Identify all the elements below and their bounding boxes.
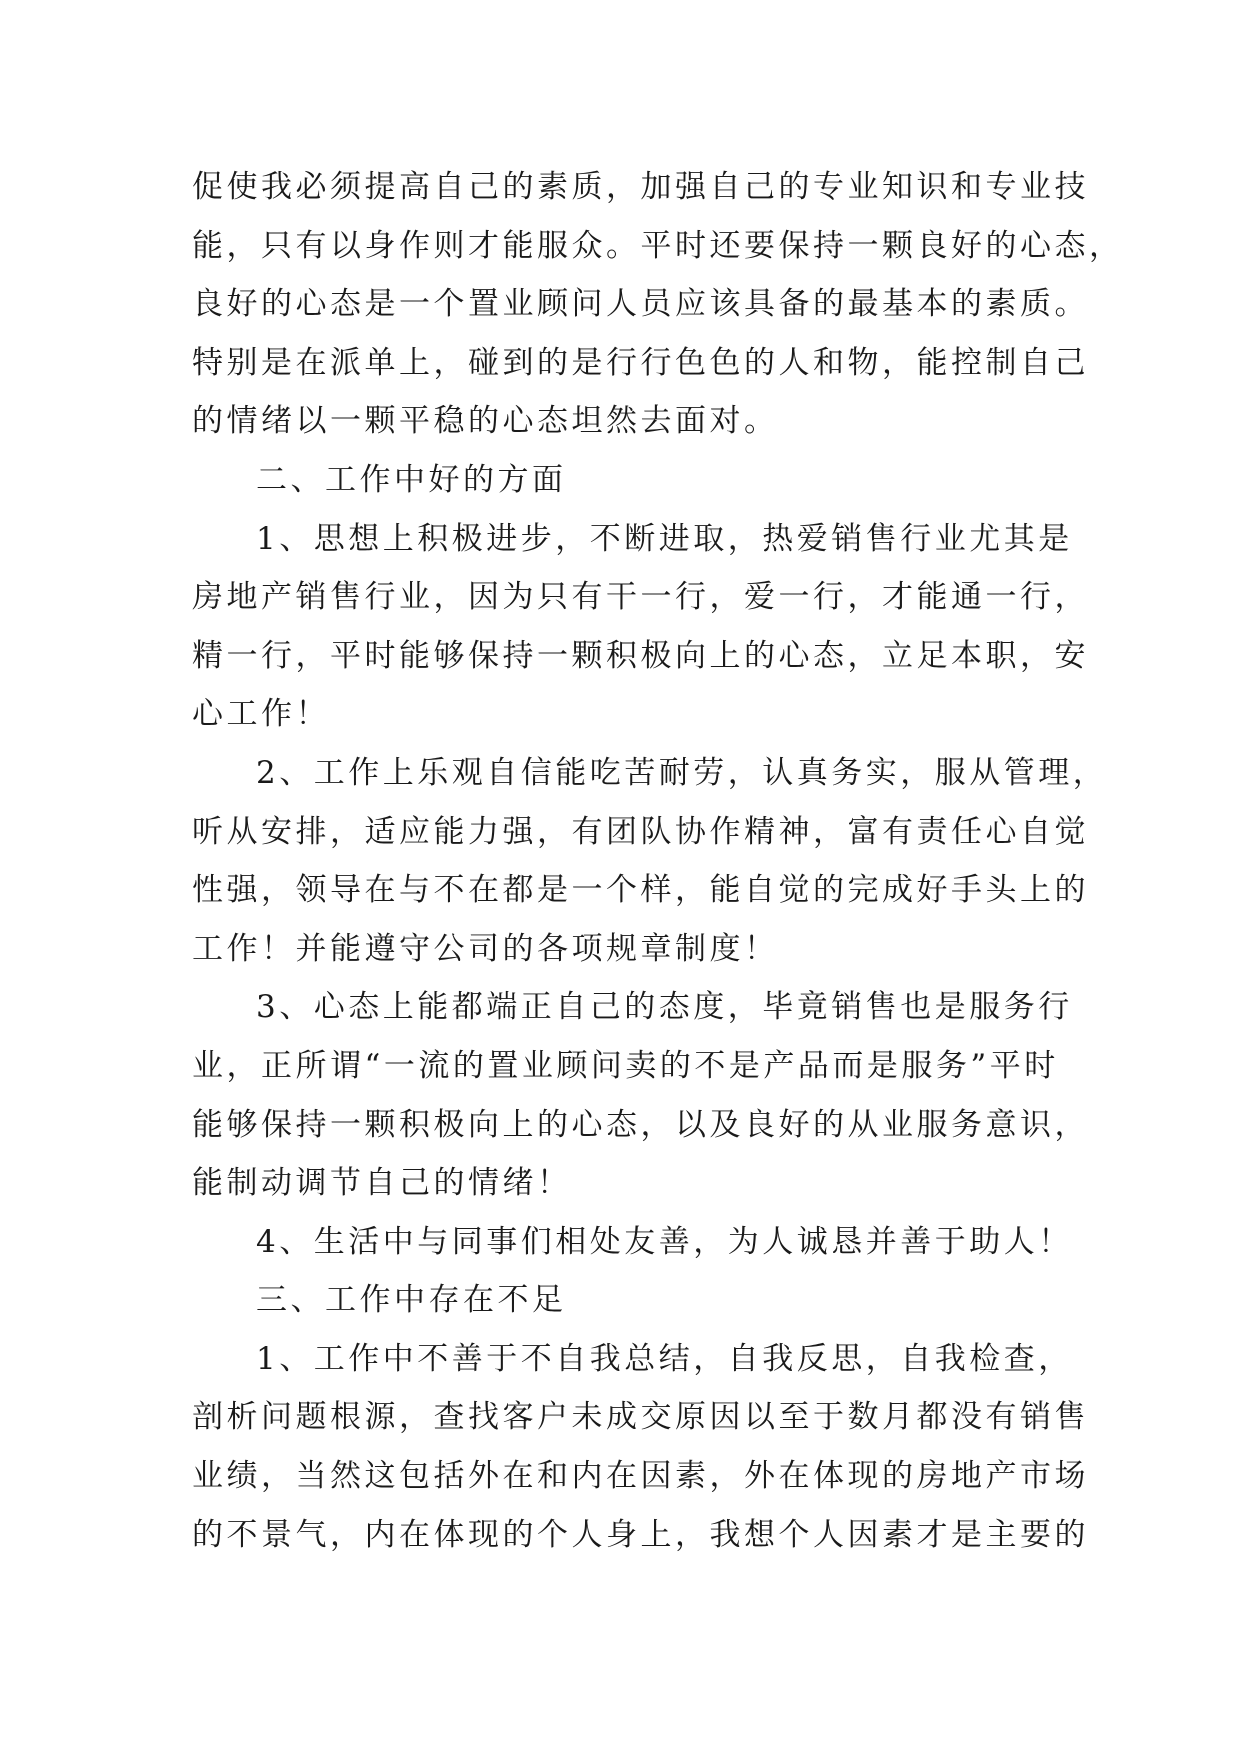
- text-line: 1、思想上积极进步，不断进取，热爱销售行业尤其是: [256, 520, 1073, 557]
- text-line: 能够保持一颗积极向上的心态，以及良好的从业服务意识，: [192, 1106, 1089, 1143]
- text-line: 业，正所谓“一流的置业顾问卖的不是产品而是服务”平时: [192, 1047, 1059, 1084]
- text-line: 房地产销售行业，因为只有干一行，爱一行，才能通一行，: [192, 579, 1089, 616]
- text-line: 的不景气，内在体现的个人身上，我想个人因素才是主要的: [192, 1516, 1089, 1553]
- text-line: 特别是在派单上，碰到的是行行色色的人和物，能控制自己: [192, 344, 1089, 381]
- text-line: 2、工作上乐观自信能吃苦耐劳，认真务实，服从管理，: [256, 754, 1108, 791]
- text-line: 良好的心态是一个置业顾问人员应该具备的最基本的素质。: [192, 286, 1089, 323]
- text-line: 能，只有以身作则才能服众。平时还要保持一颗良好的心态，: [192, 227, 1124, 264]
- text-line: 1、工作中不善于不自我总结，自我反思，自我检查，: [256, 1340, 1073, 1377]
- text-line: 听从安排，适应能力强，有团队协作精神，富有责任心自觉: [192, 813, 1089, 850]
- text-line: 4、生活中与同事们相处友善，为人诚恳并善于助人！: [256, 1223, 1073, 1260]
- text-line: 精一行，平时能够保持一颗积极向上的心态，立足本职，安: [192, 637, 1089, 674]
- document-body: [192, 158, 1124, 1564]
- text-line: 性强，领导在与不在都是一个样，能自觉的完成好手头上的: [192, 872, 1089, 909]
- section-heading: 三、工作中存在不足: [256, 1282, 567, 1319]
- text-line: 心工作！: [192, 696, 330, 733]
- text-line: 的情绪以一颗平稳的心态坦然去面对。: [192, 403, 779, 440]
- text-line: 工作！并能遵守公司的各项规章制度！: [192, 930, 779, 967]
- text-line: 促使我必须提高自己的素质，加强自己的专业知识和专业技: [192, 169, 1089, 205]
- text-line: 业绩，当然这包括外在和内在因素，外在体现的房地产市场: [192, 1458, 1089, 1495]
- text-line: 剖析问题根源，查找客户未成交原因以至于数月都没有销售: [192, 1399, 1089, 1436]
- text-line: 能制动调节自己的情绪！: [192, 1165, 572, 1202]
- text-line: 3、心态上能都端正自己的态度，毕竟销售也是服务行: [256, 989, 1073, 1026]
- section-heading: 二、工作中好的方面: [256, 461, 567, 498]
